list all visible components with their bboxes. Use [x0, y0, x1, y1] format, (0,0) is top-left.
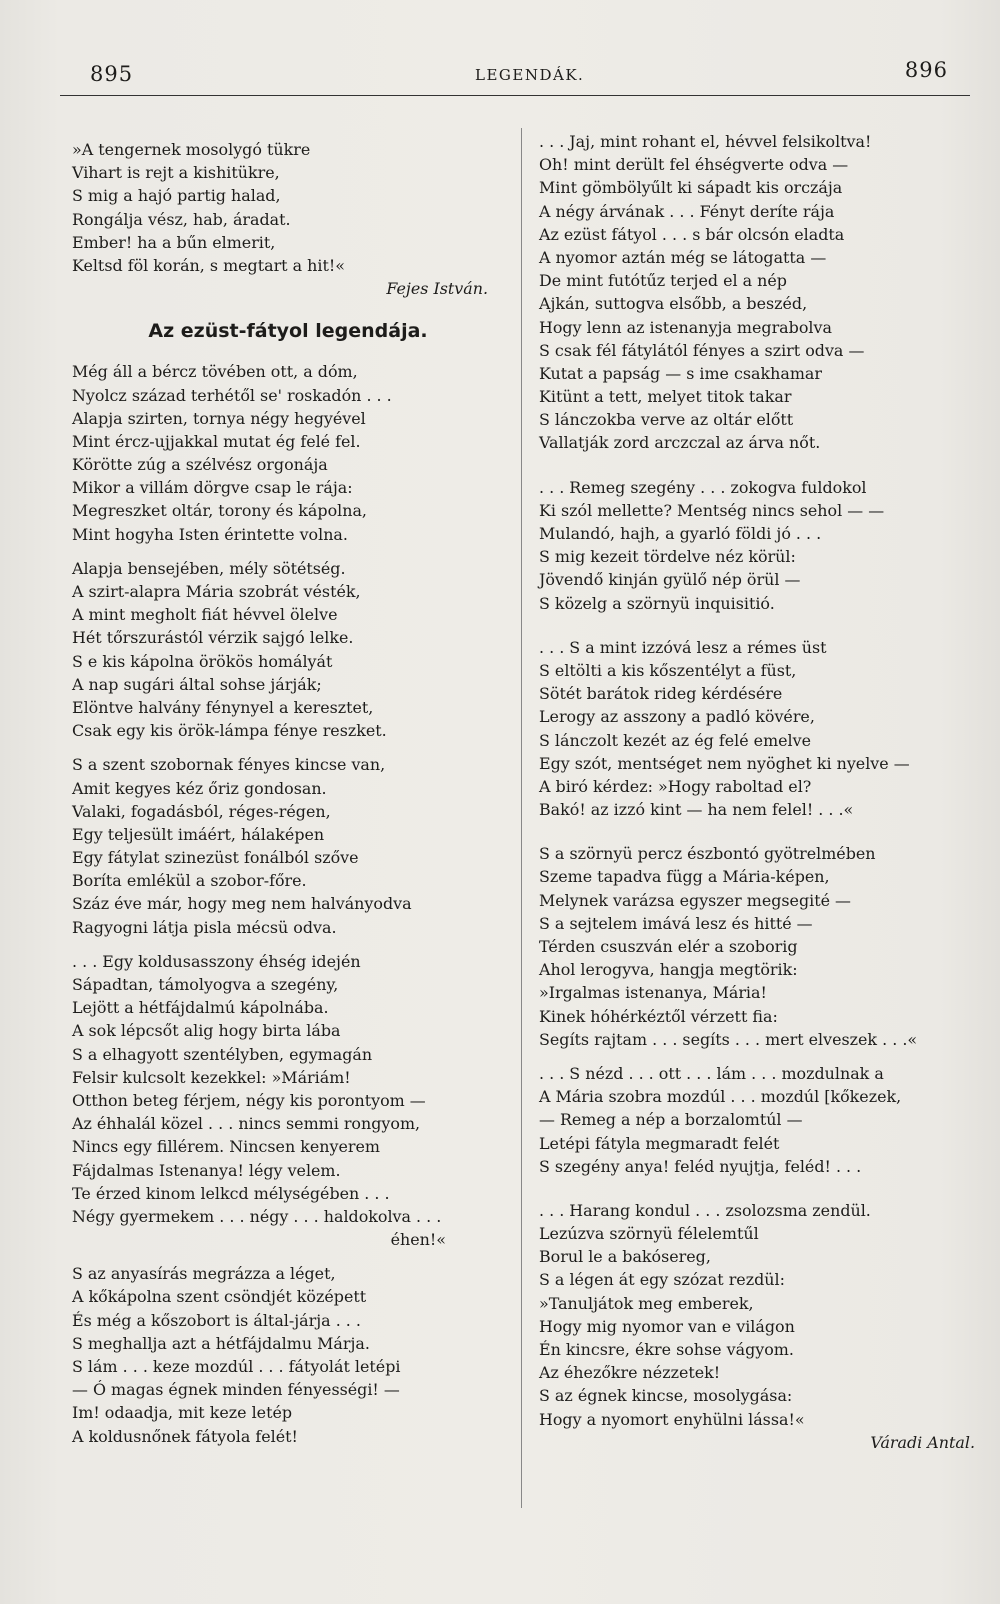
verse-line: Szeme tapadva függ a Mária-képen,	[539, 867, 830, 887]
stanza	[72, 1262, 512, 1448]
column-divider	[521, 128, 522, 1508]
stanza	[539, 636, 969, 822]
verse-line: Mulandó, hajh, a gyarló földi jó . . .	[539, 524, 822, 543]
verse-line: A mint megholt fiát hévvel ölelve	[72, 605, 338, 625]
verse-line: . . . Harang kondul . . . zsolozsma zendül.	[539, 1200, 871, 1220]
verse-line: — Remeg a nép a borzalomtúl —	[539, 1110, 803, 1130]
verse-line: Hogy lenn az istenanyja megrabolva	[539, 317, 832, 337]
stanza	[539, 842, 969, 1051]
verse-line: Egy szót, mentséget nem nyöghet ki nyelve —	[539, 753, 910, 773]
verse-line: Mint gömbölyűlt ki sápadt kis orczája	[539, 178, 843, 198]
verse-line: Körötte zúg a szélvész orgonája	[72, 455, 328, 475]
verse-line: Az éhhalál közel . . . nincs semmi rongyom,	[72, 1114, 421, 1134]
verse-line: Ahol lerogyva, hangja megtörik:	[539, 960, 798, 980]
verse-line: Ajkán, suttogva elsőbb, a beszéd,	[539, 294, 808, 314]
verse-line: Száz éve már, hogy meg nem halványodva	[72, 894, 412, 914]
verse-line: S szegény anya! feléd nyujtja, feléd! . . .	[539, 1156, 862, 1176]
verse-line: Elöntve halvány fénynyel a keresztet,	[72, 697, 374, 717]
verse-line: De mint futótűz terjed el a nép	[539, 271, 787, 291]
intro-author: Fejes István.	[386, 279, 488, 299]
verse-line: Még áll a bércz tövében ott, a dóm,	[72, 362, 358, 382]
verse-line: Térden csuszván elér a szoborig	[539, 937, 798, 956]
verse-line: Hét tőrszurástól vérzik sajgó lelke.	[72, 628, 354, 648]
verse-line: Kutat a papság — s ime csakhamar	[539, 363, 823, 383]
verse-line: S e kis kápolna örökös homályát	[72, 651, 333, 671]
poem-title: Az ezüst-fátyol legendája.	[148, 320, 428, 343]
verse-line: A szirt-alapra Mária szobrát vésték,	[72, 582, 361, 601]
verse-line: Rongálja vész, hab, áradat.	[72, 209, 291, 229]
verse-line: S meghallja azt a hétfájdalmu Márja.	[72, 1333, 370, 1353]
intro-verse	[72, 138, 512, 300]
verse-line: S a szent szobornak fényes kincse van,	[72, 755, 386, 775]
verse-line: A nap sugári által sohse járják;	[72, 674, 322, 694]
verse-line: Alapja szirten, tornya négy hegyével	[72, 408, 366, 428]
verse-line-continuation: éhen!«	[390, 1230, 446, 1250]
verse-line: Alapja bensejében, mély sötétség.	[72, 558, 346, 578]
right-column	[539, 130, 975, 1454]
verse-line: Jövendő kinján gyülő nép örül —	[539, 570, 801, 590]
verse-line: Valaki, fogadásból, réges-régen,	[72, 801, 331, 821]
verse-line: A Mária szobra mozdúl . . . mozdúl [kőkezek,	[539, 1087, 902, 1107]
verse-line: Vihart is rejt a kishitükre,	[72, 163, 280, 183]
verse-line: Nyolcz század terhétől se' roskadón . . .	[72, 385, 392, 405]
page-number-left: 895	[90, 62, 134, 86]
verse-line: S mig a hajó partig halad,	[72, 186, 281, 206]
verse-line: Négy gyermekem . . . négy . . . haldokolva . . .	[72, 1206, 442, 1226]
verse-line: S lánczokba verve az oltár előtt	[539, 410, 794, 430]
verse-line: Mikor a villám dörgve csap le rája:	[72, 478, 353, 498]
verse-line: A sok lépcsőt alig hogy birta lába	[72, 1021, 341, 1041]
verse-line: »A tengernek mosolygó tükre	[72, 140, 311, 159]
verse-line: És még a kőszobort is által-járja . . .	[72, 1310, 361, 1330]
verse-line: Te érzed kinom lelkcd mélységében . . .	[72, 1183, 390, 1203]
verse-line: S a légen át egy szózat rezdül:	[539, 1270, 785, 1290]
verse-line: S mig kezeit tördelve néz körül:	[539, 547, 796, 567]
verse-line: S lám . . . keze mozdúl . . . fátyolát letépi	[72, 1357, 401, 1376]
verse-line: Megreszket oltár, torony és kápolna,	[72, 501, 367, 521]
verse-line: A nyomor aztán még se látogatta —	[539, 247, 827, 267]
verse-line: A koldusnőnek fátyola felét!	[72, 1426, 298, 1446]
verse-line: Letépi fátyla megmaradt felét	[539, 1133, 780, 1153]
stanza	[539, 476, 969, 615]
verse-line: Kinek hóhérkéztől vérzett fia:	[539, 1006, 778, 1026]
verse-line: A kőkápolna szent csöndjét középett	[72, 1287, 367, 1307]
verse-line: Ki szól mellette? Mentség nincs sehol — —	[539, 500, 885, 520]
verse-line: S a sejtelem imává lesz és hitté —	[539, 913, 813, 933]
verse-line: S eltölti a kis kőszentélyt a füst,	[539, 660, 797, 680]
verse-line: Im! odaadja, mit keze letép	[72, 1403, 293, 1423]
verse-line: Vallatják zord arczczal az árva nőt.	[539, 433, 821, 453]
verse-line: A négy árvának . . . Fényt deríte rája	[539, 201, 835, 221]
verse-line: S a elhagyott szentélyben, egymagán	[72, 1044, 373, 1064]
verse-line: Oh! mint derült fel éhségverte odva —	[539, 155, 849, 175]
verse-line: S csak fél fátylától fényes a szirt odva —	[539, 340, 865, 360]
verse-line: A biró kérdez: »Hogy raboltad el?	[539, 776, 812, 796]
verse-line: Nincs egy fillérem. Nincsen kenyerem	[72, 1137, 380, 1157]
running-title: LEGENDÁK.	[475, 66, 585, 84]
verse-line: Az ezüst fátyol . . . s bár olcsón eladta	[539, 224, 845, 244]
verse-line: Boríta emlékül a szobor-főre.	[72, 871, 307, 891]
verse-line: . . . S a mint izzóvá lesz a rémes üst	[539, 637, 827, 657]
stanza	[72, 753, 512, 939]
verse-line: Kitünt a tett, melyet titok takar	[539, 387, 792, 407]
header-rule	[60, 95, 970, 96]
verse-line: Hogy a nyomort enyhülni lássa!«	[539, 1409, 805, 1429]
verse-line: Az éhezőkre nézzetek!	[539, 1363, 721, 1383]
stanza	[72, 557, 512, 743]
verse-line: Fájdalmas Istenanya! légy velem.	[72, 1160, 341, 1180]
verse-line: . . . Jaj, mint rohant el, hévvel felsikoltva!	[539, 132, 872, 151]
verse-line: Lerogy az asszony a padló kövére,	[539, 707, 815, 727]
page-number-right: 896	[904, 58, 948, 82]
left-column	[72, 138, 512, 1448]
verse-line: S közelg a szörnyü inquisitió.	[539, 593, 775, 613]
verse-line: »Irgalmas istenanya, Mária!	[539, 983, 767, 1003]
verse-line: Mint hogyha Isten érintette volna.	[72, 524, 348, 544]
verse-line: Amit kegyes kéz őriz gondosan.	[72, 778, 327, 798]
verse-line: . . . S nézd . . . ott . . . lám . . . mozdulnak a	[539, 1063, 884, 1083]
verse-line: . . . Egy koldusasszony éhség idején	[72, 951, 361, 971]
verse-line: S lánczolt kezét az ég felé emelve	[539, 730, 812, 750]
poem-author: Váradi Antal.	[870, 1432, 975, 1452]
verse-line: Keltsd föl korán, s megtart a hit!«	[72, 255, 345, 275]
verse-line: Felsir kulcsolt kezekkel: »Máriám!	[72, 1067, 351, 1087]
verse-line: Egy fátylat szinezüst fonálból szőve	[72, 848, 359, 868]
verse-line: — Ó magas égnek minden fényességi! —	[72, 1380, 400, 1400]
stanza	[539, 1062, 969, 1178]
verse-line: Csak egy kis örök-lámpa fénye reszket.	[72, 721, 387, 741]
verse-line: Borul le a bakósereg,	[539, 1247, 711, 1267]
verse-line: . . . Remeg szegény . . . zokogva fuldokol	[539, 477, 867, 497]
verse-line: S az égnek kincse, mosolygása:	[539, 1386, 793, 1406]
stanza	[72, 950, 512, 1251]
verse-line: »Tanuljátok meg emberek,	[539, 1293, 754, 1313]
verse-line: Sápadtan, támolyogva a szegény,	[72, 975, 339, 994]
verse-line: Lezúzva szörnyü félelemtűl	[539, 1224, 759, 1244]
verse-line: Ragyogni látja pisla mécsü odva.	[72, 917, 337, 937]
verse-line: S a szörnyü percz észbontó gyötrelmében	[539, 844, 876, 864]
stanza	[539, 130, 969, 455]
stanza	[72, 360, 512, 546]
verse-line: Otthon beteg férjem, négy kis porontyom —	[72, 1090, 426, 1110]
verse-line: Sötét barátok rideg kérdésére	[539, 684, 783, 704]
verse-line: Egy teljesült imáért, hálaképen	[72, 824, 325, 844]
stanza	[539, 1199, 969, 1431]
verse-line: Segíts rajtam . . . segíts . . . mert elveszek . . .«	[539, 1029, 918, 1049]
verse-line: Melynek varázsa egyszer megsegité —	[539, 890, 851, 910]
verse-line: Hogy mig nyomor van e világon	[539, 1316, 795, 1336]
verse-line: Bakó! az izzó kint — ha nem felel! . . .«	[539, 800, 854, 820]
verse-line: Mint ércz-ujjakkal mutat ég felé fel.	[72, 431, 361, 451]
verse-line: Ember! ha a bűn elmerit,	[72, 232, 276, 252]
verse-line: Lejött a hétfájdalmú kápolnába.	[72, 998, 329, 1018]
verse-line: Én kincsre, ékre sohse vágyom.	[539, 1340, 794, 1359]
verse-line: S az anyasírás megrázza a léget,	[72, 1264, 336, 1284]
page-header	[0, 58, 1000, 98]
